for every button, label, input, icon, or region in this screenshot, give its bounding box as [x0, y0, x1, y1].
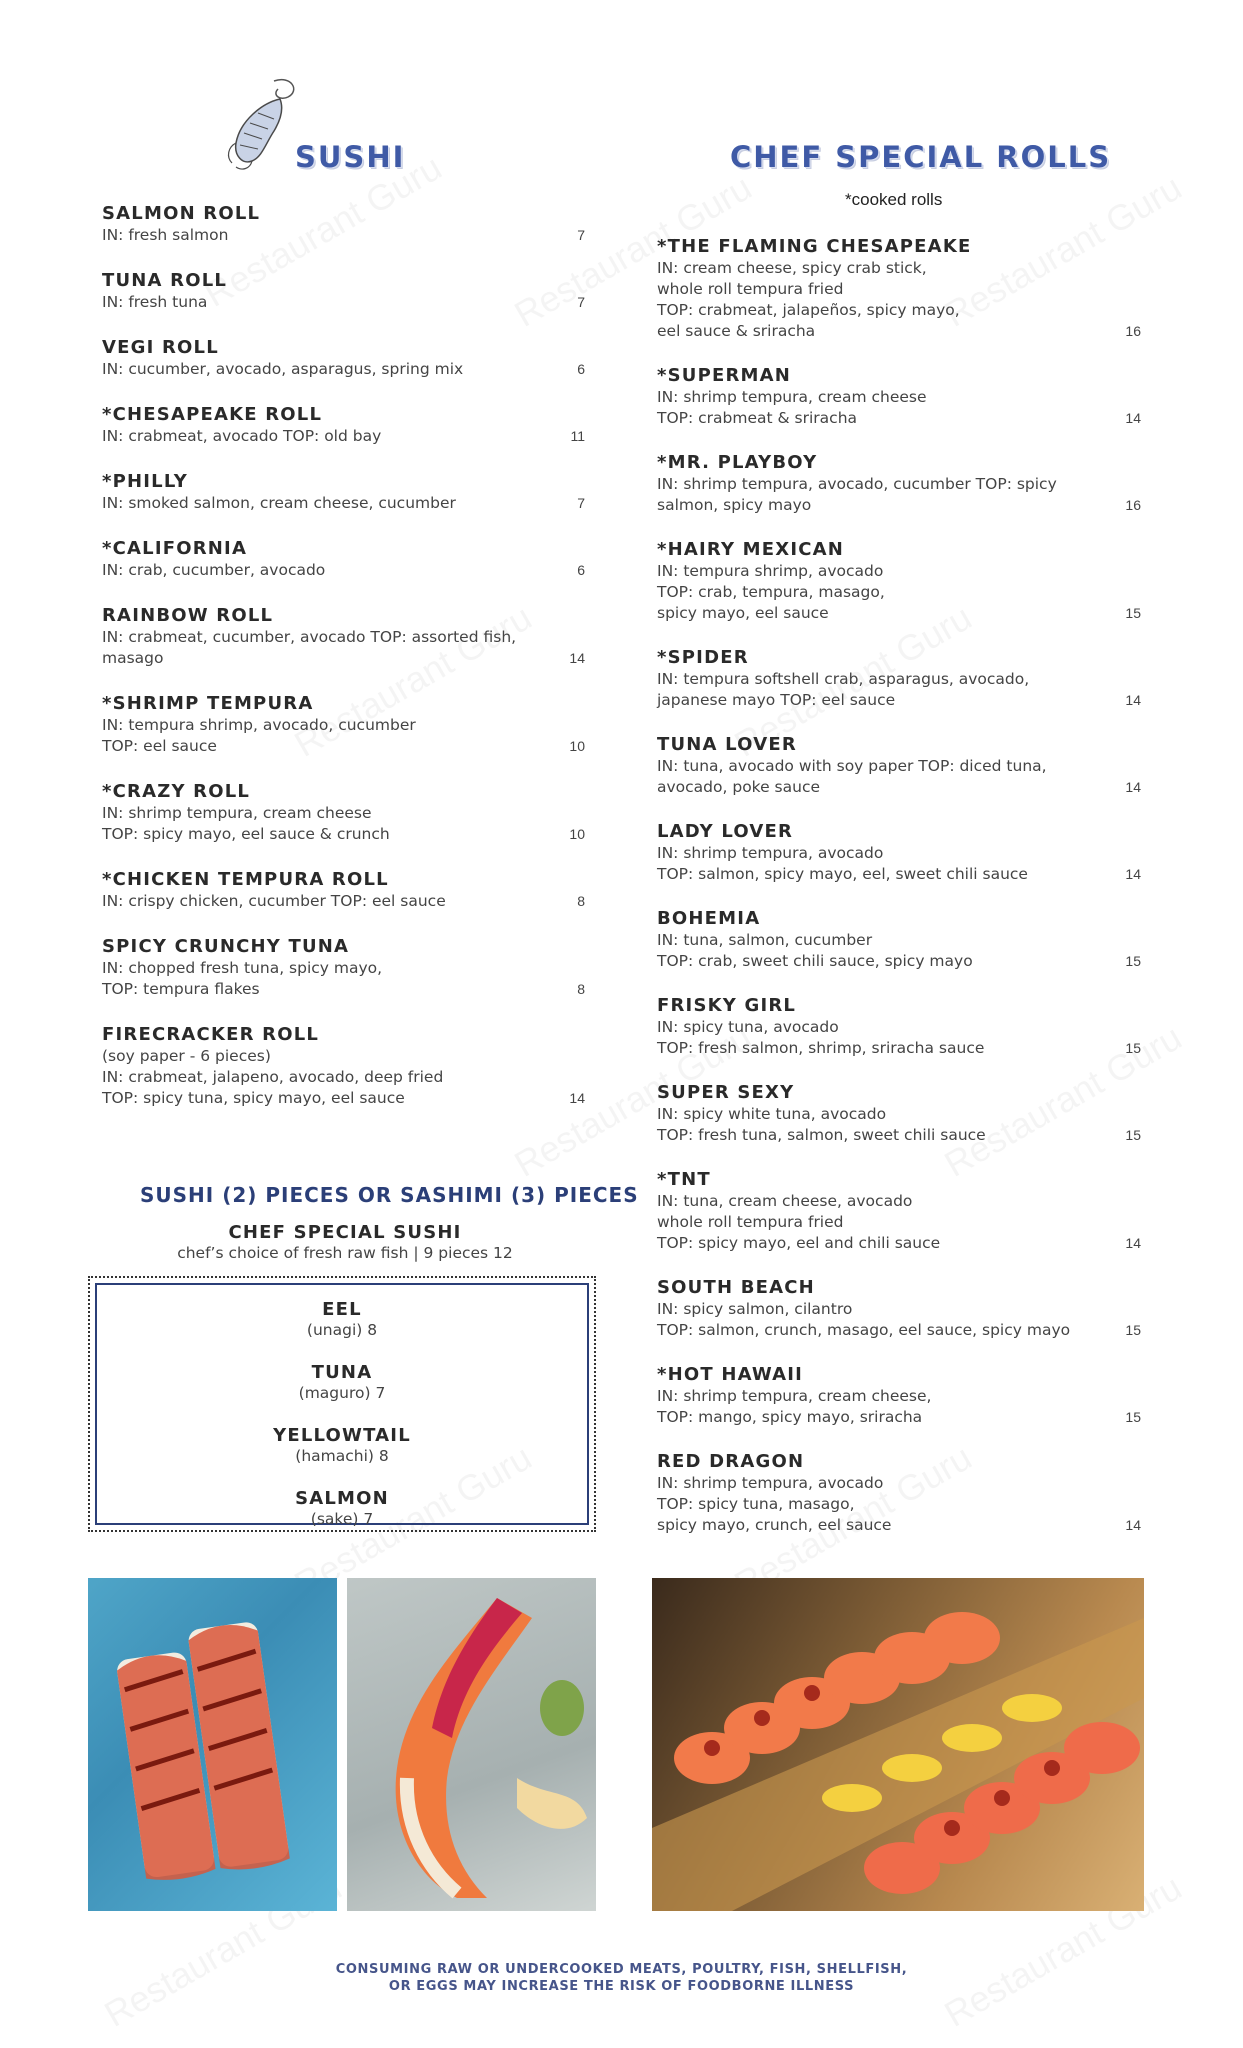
- menu-item-description: IN: fresh tuna: [102, 293, 208, 311]
- menu-item-description: IN: spicy tuna, avocado: [657, 1018, 839, 1036]
- menu-item: [102, 471, 585, 514]
- menu-item: [657, 1451, 1141, 1536]
- menu-item-description: IN: fresh salmon: [102, 226, 229, 244]
- menu-item-description: whole roll tempura fried: [657, 1213, 844, 1231]
- menu-item-description: IN: shrimp tempura, avocado, cucumber TOP: spicy: [657, 475, 1057, 493]
- menu-item-price: 8: [577, 893, 585, 909]
- menu-item-price: 15: [1125, 953, 1141, 969]
- sashimi-item: [97, 1425, 587, 1466]
- menu-item-name: *CHICKEN TEMPURA ROLL: [102, 869, 389, 890]
- menu-item-price: 14: [1125, 1235, 1141, 1251]
- sushi-photo-1: [88, 1578, 337, 1911]
- menu-item: [657, 1082, 1141, 1146]
- menu-item-description: spicy mayo, crunch, eel sauce: [657, 1516, 892, 1534]
- menu-item-name: SOUTH BEACH: [657, 1277, 815, 1298]
- menu-item-price: 6: [577, 361, 585, 377]
- menu-item-name: *THE FLAMING CHESAPEAKE: [657, 236, 972, 257]
- menu-item-price: 6: [577, 562, 585, 578]
- menu-item-name: *TNT: [657, 1169, 711, 1190]
- menu-item-name: *SUPERMAN: [657, 365, 792, 386]
- menu-item: [657, 1364, 1141, 1428]
- menu-item: [657, 1277, 1141, 1341]
- menu-item-description: IN: spicy white tuna, avocado: [657, 1105, 887, 1123]
- menu-item-description: eel sauce & sriracha: [657, 322, 816, 340]
- menu-item-price: 15: [1125, 1127, 1141, 1143]
- menu-item: [102, 337, 585, 380]
- sashimi-item-name: YELLOWTAIL: [273, 1425, 411, 1446]
- menu-item: [657, 908, 1141, 972]
- menu-item-price: 11: [570, 428, 585, 444]
- menu-item-price: 10: [569, 826, 585, 842]
- menu-item-price: 16: [1125, 497, 1141, 513]
- sashimi-item-price: (maguro) 7: [298, 1384, 386, 1402]
- menu-item-description: whole roll tempura fried: [657, 280, 844, 298]
- menu-item: [657, 647, 1141, 711]
- menu-item-name: TUNA ROLL: [102, 270, 228, 291]
- sashimi-item-name: SALMON: [295, 1488, 389, 1509]
- menu-item-name: RED DRAGON: [657, 1451, 805, 1472]
- menu-item-description: TOP: salmon, spicy mayo, eel, sweet chili sauce: [657, 865, 1028, 883]
- sashimi-item: [97, 1299, 587, 1340]
- menu-item-description: TOP: crab, sweet chili sauce, spicy mayo: [657, 952, 973, 970]
- sashimi-item-price: (unagi) 8: [306, 1321, 378, 1339]
- menu-item: [657, 734, 1141, 798]
- cooked-rolls-note: *cooked rolls: [845, 190, 943, 209]
- menu-item-description: masago: [102, 649, 164, 667]
- menu-item-description: TOP: fresh tuna, salmon, sweet chili sauce: [657, 1126, 986, 1144]
- menu-item: [102, 936, 585, 1000]
- menu-item-name: *CRAZY ROLL: [102, 781, 251, 802]
- menu-item: [657, 1169, 1141, 1254]
- sushi-platter-image: [652, 1578, 1144, 1911]
- menu-item-description: TOP: spicy tuna, spicy mayo, eel sauce: [102, 1089, 405, 1107]
- menu-item-price: 15: [1125, 1040, 1141, 1056]
- menu-item-name: VEGI ROLL: [102, 337, 219, 358]
- menu-item-description: IN: shrimp tempura, avocado: [657, 1474, 884, 1492]
- menu-item-description: IN: shrimp tempura, cream cheese: [102, 804, 372, 822]
- menu-item-description: IN: cream cheese, spicy crab stick,: [657, 259, 927, 277]
- menu-item-price: 14: [1125, 692, 1141, 708]
- menu-item-description: TOP: crabmeat, jalapeños, spicy mayo,: [657, 301, 960, 319]
- menu-item-name: FRISKY GIRL: [657, 995, 797, 1016]
- menu-item-name: SPICY CRUNCHY TUNA: [102, 936, 350, 957]
- menu-item-description: IN: crabmeat, jalapeno, avocado, deep fried: [102, 1068, 444, 1086]
- menu-item-price: 14: [569, 650, 585, 666]
- menu-item-name: LADY LOVER: [657, 821, 794, 842]
- menu-item-price: 7: [577, 227, 585, 243]
- sashimi-item: [97, 1488, 587, 1529]
- menu-item-name: *HOT HAWAII: [657, 1364, 804, 1385]
- menu-item: [102, 693, 585, 757]
- menu-item-name: RAINBOW ROLL: [102, 605, 274, 626]
- menu-item-description: IN: tuna, avocado with soy paper TOP: diced tuna,: [657, 757, 1047, 775]
- menu-item-description: (soy paper - 6 pieces): [102, 1047, 271, 1065]
- menu-item-description: TOP: spicy mayo, eel and chili sauce: [657, 1234, 941, 1252]
- menu-item: [657, 539, 1141, 624]
- menu-item-name: *PHILLY: [102, 471, 188, 492]
- sashimi-item-price: (hamachi) 8: [295, 1447, 389, 1465]
- menu-item-description: salmon, spicy mayo: [657, 496, 812, 514]
- warning-line-1: CONSUMING RAW OR UNDERCOOKED MEATS, POULTRY, FISH, SHELLFISH,: [335, 1962, 908, 1977]
- menu-item-description: TOP: crabmeat & sriracha: [657, 409, 858, 427]
- menu-item: [657, 365, 1141, 429]
- menu-item-name: *CHESAPEAKE ROLL: [102, 404, 323, 425]
- menu-item: [102, 404, 585, 447]
- menu-item-description: TOP: spicy mayo, eel sauce & crunch: [102, 825, 390, 843]
- warning-line-2: OR EGGS MAY INCREASE THE RISK OF FOODBORNE ILLNESS: [388, 1979, 855, 1994]
- menu-item-description: IN: tempura softshell crab, asparagus, avocado,: [657, 670, 1030, 688]
- menu-item-description: IN: shrimp tempura, cream cheese,: [657, 1387, 932, 1405]
- chef-special-sushi-name: CHEF SPECIAL SUSHI: [228, 1222, 462, 1243]
- sashimi-item-name: EEL: [322, 1299, 362, 1320]
- menu-item-description: TOP: crab, tempura, masago,: [657, 583, 885, 601]
- menu-item-description: avocado, poke sauce: [657, 778, 821, 796]
- sushi-platter-photo: [652, 1578, 1144, 1911]
- menu-item-name: SUPER SEXY: [657, 1082, 795, 1103]
- rainbow-roll-image: [347, 1578, 596, 1911]
- menu-item-price: 15: [1125, 1322, 1141, 1338]
- menu-item: [657, 995, 1141, 1059]
- menu-item-description: IN: tuna, salmon, cucumber: [657, 931, 873, 949]
- menu-item-name: FIRECRACKER ROLL: [102, 1024, 320, 1045]
- menu-item-name: *SHRIMP TEMPURA: [102, 693, 314, 714]
- menu-item: [102, 203, 585, 246]
- menu-item-price: 15: [1125, 605, 1141, 621]
- sushi-heading: SUSHI: [295, 140, 406, 174]
- chef-rolls-list: [657, 236, 1141, 1559]
- menu-item-description: IN: shrimp tempura, cream cheese: [657, 388, 927, 406]
- menu-item-name: TUNA LOVER: [657, 734, 797, 755]
- sushi-roll-image: [88, 1578, 337, 1911]
- menu-item: [102, 1024, 585, 1109]
- menu-item-price: 16: [1125, 323, 1141, 339]
- menu-item-price: 7: [577, 495, 585, 511]
- menu-item-description: IN: crabmeat, cucumber, avocado TOP: assorted fish,: [102, 628, 517, 646]
- sashimi-item-price: (sake) 7: [310, 1510, 374, 1528]
- menu-item-price: 15: [1125, 1409, 1141, 1425]
- menu-item-description: IN: tempura shrimp, avocado: [657, 562, 884, 580]
- menu-item-price: 10: [569, 738, 585, 754]
- menu-item-description: TOP: mango, spicy mayo, sriracha: [657, 1408, 923, 1426]
- menu-item-name: *MR. PLAYBOY: [657, 452, 818, 473]
- menu-item-price: 14: [1125, 779, 1141, 795]
- menu-item-description: TOP: tempura flakes: [102, 980, 260, 998]
- menu-item: [102, 869, 585, 912]
- menu-item-price: 14: [569, 1090, 585, 1106]
- menu-item-price: 7: [577, 294, 585, 310]
- menu-item-description: IN: spicy salmon, cilantro: [657, 1300, 853, 1318]
- menu-item-description: TOP: fresh salmon, shrimp, sriracha sauce: [657, 1039, 985, 1057]
- menu-item: [657, 236, 1141, 342]
- shrimp-icon: [222, 73, 306, 173]
- sushi-photo-2: [347, 1578, 596, 1911]
- menu-item: [657, 821, 1141, 885]
- menu-item-name: *SPIDER: [657, 647, 749, 668]
- menu-item: [657, 452, 1141, 516]
- menu-item-description: TOP: salmon, crunch, masago, eel sauce, spicy mayo: [657, 1321, 1071, 1339]
- menu-item-description: IN: tuna, cream cheese, avocado: [657, 1192, 913, 1210]
- menu-item-price: 14: [1125, 410, 1141, 426]
- menu-item-description: TOP: eel sauce: [102, 737, 217, 755]
- chef-special-rolls-heading: CHEF SPECIAL ROLLS: [730, 140, 1112, 174]
- menu-item-description: TOP: spicy tuna, masago,: [657, 1495, 855, 1513]
- food-safety-warning: [0, 1961, 1243, 1995]
- menu-item-description: IN: cucumber, avocado, asparagus, spring mix: [102, 360, 464, 378]
- menu-item: [102, 270, 585, 313]
- menu-item-price: 8: [577, 981, 585, 997]
- menu-item-description: IN: crabmeat, avocado TOP: old bay: [102, 427, 382, 445]
- menu-item-description: spicy mayo, eel sauce: [657, 604, 829, 622]
- sashimi-list: [95, 1283, 589, 1528]
- menu-item: [102, 605, 585, 669]
- menu-item-name: BOHEMIA: [657, 908, 761, 929]
- sashimi-item-name: TUNA: [311, 1362, 373, 1383]
- menu-item: [102, 781, 585, 845]
- chef-special-sushi-desc: chef’s choice of fresh raw fish | 9 pieces 12: [177, 1244, 513, 1262]
- sashimi-item: [97, 1362, 587, 1403]
- menu-item-name: SALMON ROLL: [102, 203, 261, 224]
- menu-item-description: IN: smoked salmon, cream cheese, cucumber: [102, 494, 456, 512]
- menu-item-price: 14: [1125, 866, 1141, 882]
- menu-item: [102, 538, 585, 581]
- menu-item-name: *HAIRY MEXICAN: [657, 539, 845, 560]
- menu-item-description: IN: shrimp tempura, avocado: [657, 844, 884, 862]
- menu-item-description: IN: crab, cucumber, avocado: [102, 561, 326, 579]
- menu-item-name: *CALIFORNIA: [102, 538, 248, 559]
- sushi-list: [102, 203, 585, 1133]
- menu-item-description: IN: crispy chicken, cucumber TOP: eel sauce: [102, 892, 446, 910]
- sashimi-box: [88, 1276, 596, 1532]
- menu-item-price: 14: [1125, 1517, 1141, 1533]
- pieces-heading: SUSHI (2) PIECES OR SASHIMI (3) PIECES: [140, 1183, 639, 1207]
- menu-item-description: japanese mayo TOP: eel sauce: [657, 691, 896, 709]
- menu-item-description: IN: tempura shrimp, avocado, cucumber: [102, 716, 416, 734]
- menu-item-description: IN: chopped fresh tuna, spicy mayo,: [102, 959, 383, 977]
